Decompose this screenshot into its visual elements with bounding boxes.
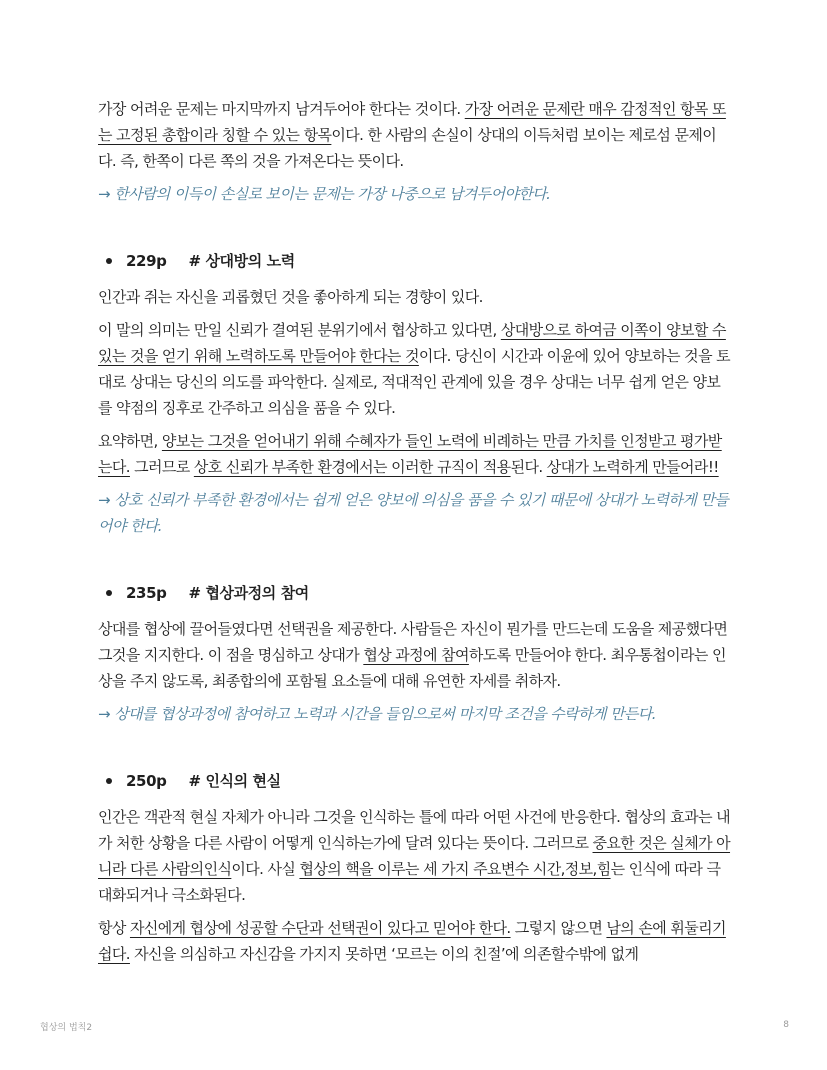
section-heading bbox=[106, 580, 734, 606]
underlined-text: 가장 어려운 문제란 매우 감정적인 항목 또는 고정된 총합이라 칭할 수 있는 항목 bbox=[98, 100, 726, 144]
page-number: 235p bbox=[126, 584, 167, 602]
underlined-text: 남의 손에 휘둘리기 쉽다. bbox=[98, 919, 726, 963]
paragraph: 가장 어려운 문제는 마지막까지 남겨두어야 한다는 것이다. 가장 어려운 문제란 매우 감정적인 항목 또는 고정된 총합이라 칭할 수 있는 항목이다. 한 사람의 손실이 상대의 이득처럼 보이는 제로섬 문제이다. 즉, 한쪽이 다른 쪽의 것을 가져온다는 뜻이다. bbox=[98, 100, 726, 170]
underlined-text: 상호 신뢰가 부족한 환경에서는 이러한 규직이 적용 bbox=[193, 458, 511, 476]
paragraph: 상대를 협상에 끌어들였다면 선택권을 제공한다. 사람들은 자신이 뭔가를 만드는데 도움을 제공했다면 그것을 지지한다. 이 점을 명심하고 상대가 협상 과정에 참여하도록 만들어야 한다. 최우통첩이라는 인상을 주지 않도록, 최종합의에 포함될 요소들에 대해 유연한 자세를 취하자. bbox=[98, 620, 728, 690]
paragraph: 인간은 객관적 현실 자체가 아니라 그것을 인식하는 틀에 따라 어떤 사건에 반응한다. 협상의 효과는 내가 처한 상황을 다른 사람이 어떻게 인식하는가에 달려 있다는 뜻이다. 그러므로 중요한 것은 실체가 아니라 다른 사람의인식이다. 사실 협상의 핵을 이루는 세 가지 주요변수 시간,정보,힘는 인식에 따라 극대화되거나 극소화된다. bbox=[98, 808, 731, 904]
paragraph: 인간과 쥐는 자신을 괴롭혔던 것을 좋아하게 되는 경향이 있다. bbox=[98, 288, 483, 306]
summary-note: → 한사람의 이득이 손실로 보이는 문제는 가장 나중으로 남겨두어야한다. bbox=[98, 185, 551, 203]
section-title: # 인식의 현실 bbox=[188, 772, 281, 790]
summary-note: → 상대를 협상과정에 참여하고 노력과 시간을 들임으로써 마지막 조건을 수락하게 만든다. bbox=[98, 705, 656, 723]
summary-note: → 상호 신뢰가 부족한 환경에서는 쉽게 얻은 양보에 의심을 품을 수 있기 때문에 상대가 노력하게 만들어야 한다. bbox=[98, 491, 729, 535]
section-title: # 상대방의 노력 bbox=[188, 252, 295, 270]
paragraph: 요약하면, 양보는 그것을 얻어내기 위해 수혜자가 들인 노력에 비례하는 만큼 가치를 인정받고 평가받는다. 그러므로 상호 신뢰가 부족한 환경에서는 이러한 규직이 적용된다. 상대가 노력하게 만들어라!! bbox=[98, 432, 722, 476]
underlined-text: 협상 과정에 참여 bbox=[363, 646, 469, 664]
underlined-text: 중요한 것은 실체가 아니라 다른 사람의인식 bbox=[98, 834, 731, 878]
bullet-icon bbox=[106, 258, 112, 264]
underlined-text: 상대가 노력하게 만들어라!! bbox=[546, 458, 719, 476]
footer-document-title: 협상의 법칙2 bbox=[40, 1023, 93, 1033]
footer-page-number: 8 bbox=[783, 1020, 789, 1030]
underlined-text: 협상의 핵을 이루는 세 가지 주요변수 시간,정보,힘 bbox=[299, 860, 611, 878]
page-number: 229p bbox=[126, 252, 167, 270]
bullet-icon bbox=[106, 590, 112, 596]
underlined-text: 양보는 그것을 얻어내기 위해 수혜자가 들인 노력에 비례하는 만큼 가치를 인정받고 평가받는다. bbox=[98, 432, 722, 476]
paragraph: 이 말의 의미는 만일 신뢰가 결여된 분위기에서 협상하고 있다면, 상대방으로 하여금 이쪽이 양보할 수 있는 것을 얻기 위해 노력하도록 만들어야 한다는 것이다. 당신이 시간과 이윤에 있어 양보하는 것을 토대로 상대는 당신의 의도를 파악한다. 실제로, 적대적인 관계에 있을 경우 상대는 너무 쉽게 얻은 양보를 약점의 징후로 간주하고 의심을 품을 수 있다. bbox=[98, 321, 731, 417]
section-heading bbox=[106, 768, 734, 794]
section-title: # 협상과정의 참여 bbox=[188, 584, 309, 602]
bullet-icon bbox=[106, 778, 112, 784]
document-body bbox=[98, 96, 734, 974]
page-number: 250p bbox=[126, 772, 167, 790]
section-heading bbox=[106, 248, 734, 274]
underlined-text: 자신에게 협상에 성공할 수단과 선택권이 있다고 믿어야 한다. bbox=[129, 919, 511, 937]
underlined-text: 상대방으로 하여금 이쪽이 양보할 수 있는 것을 얻기 위해 노력하도록 만들어야 한다는 것 bbox=[98, 321, 726, 365]
paragraph: 항상 자신에게 협상에 성공할 수단과 선택권이 있다고 믿어야 한다. 그렇지 않으면 남의 손에 휘둘리기 쉽다. 자신을 의심하고 자신감을 가지지 못하면 ‘모르는 이의 친절’에 의존할수밖에 없게 bbox=[98, 919, 726, 963]
